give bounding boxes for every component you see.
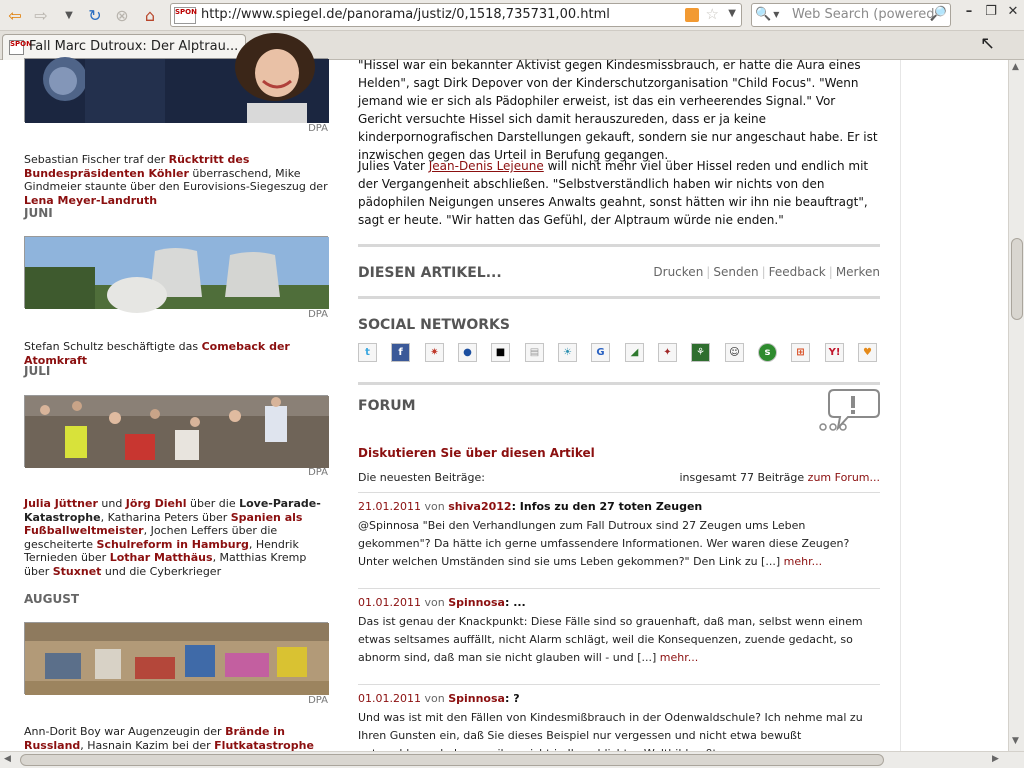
month-heading-august: AUGUST (24, 592, 80, 606)
post-body (358, 613, 880, 667)
forum-heading: FORUM (358, 398, 416, 414)
section-divider (358, 244, 880, 247)
favicon-label: SPON (10, 40, 32, 48)
search-engine-selector[interactable]: 🔍 ▼ (755, 7, 780, 22)
caption-text: über die (186, 497, 240, 510)
social-networks-heading: SOCIAL NETWORKS (358, 317, 510, 333)
link-love-parade[interactable]: Love-Parade-Katastrophe (24, 497, 321, 524)
close-icon[interactable]: ✕ (1007, 4, 1019, 19)
post-by: von (420, 596, 449, 609)
bookmark-link[interactable]: Merken (835, 265, 880, 279)
post-author-link[interactable]: Spinnosa (448, 692, 505, 705)
caption-text: Ann-Dorit Boy war Augenzeugin der (24, 725, 226, 738)
post-date: 01.01.2011 (358, 692, 421, 705)
post-meta (358, 500, 880, 513)
caption-text: überraschend, Mike Gindmeier staunte über den Eurovisions-Siegeszug der (24, 166, 328, 193)
post-divider (358, 588, 880, 589)
linkarena-icon[interactable]: ◢ (625, 343, 644, 362)
newest-posts-label: Die neuesten Beiträge: (358, 471, 485, 484)
photo-nuclear-plant[interactable] (24, 236, 328, 308)
post-date: 01.01.2011 (358, 596, 421, 609)
paragraph-text: will nicht mehr viel über Hissel reden und endlich mit der Vergangenheit abschließen. "Selbstverständlich haben wir nichts von den pädophilen Neigungen unseres Anwalts geahnt, sonst hätten wir ihn nie beauftragt", sagt er heute. "Wir hatten das Gefühl, der Alptraum würde nie enden." (358, 159, 869, 227)
mister-wong-icon[interactable]: ✦ (658, 343, 677, 362)
post-meta (358, 596, 880, 609)
tab-title: Fall Marc Dutroux: Der Alptrau... (29, 39, 239, 54)
caption-juli (24, 497, 328, 578)
back-icon[interactable]: ⇦ (8, 5, 22, 25)
tab-active[interactable] (2, 34, 246, 60)
stop-icon[interactable]: ⊗ (115, 5, 129, 25)
url-text[interactable]: http://www.spiegel.de/panorama/justiz/0,1518,735731,00.html (201, 7, 610, 22)
caption-juni (24, 340, 328, 367)
photo-credit: DPA (308, 309, 328, 320)
rss-feed-icon[interactable] (685, 8, 699, 22)
post-text: @Spinnosa "Bei den Verhandlungen zum Fall Dutroux sind 27 Zeugen ums Leben gekommen"? Da hätte ich gerne umfassendere Informationen. Wer waren diese Zeugen? Unter welchen Umständen sind sie ums Leben gekommen?" Den Link zu [...] (358, 519, 850, 568)
webnews-icon[interactable]: ☀ (558, 343, 577, 362)
vertical-scrollbar[interactable] (1008, 60, 1024, 751)
link-joerg-diehl[interactable]: Jörg Diehl (125, 497, 187, 510)
section-divider (358, 296, 880, 299)
delicious-icon[interactable]: ■ (491, 343, 510, 362)
forward-icon[interactable]: ⇨ (34, 5, 48, 25)
link-lothar-matthaeus[interactable]: Lothar Matthäus (109, 551, 213, 564)
column-border (900, 60, 901, 751)
engine-dropdown-icon[interactable]: ▼ (773, 10, 780, 19)
post-subject: : ... (504, 596, 526, 609)
link-julia-juettner[interactable]: Julia Jüttner (24, 497, 98, 510)
tab-favicon (9, 40, 32, 55)
caption-text: Stefan Schultz beschäftigte das (24, 340, 202, 353)
google-icon[interactable]: G (591, 343, 610, 362)
link-braende-russland[interactable]: Brände in Russland (24, 725, 285, 752)
link-koehler-resignation[interactable]: Rücktritt des Bundespräsidenten Köhler (24, 153, 250, 180)
post-author-link[interactable]: shiva2012 (448, 500, 512, 513)
post-body (358, 517, 880, 571)
scroll-right-icon[interactable]: ▶ (992, 754, 999, 764)
divider: | (706, 265, 711, 279)
navigation-toolbar (0, 0, 1024, 31)
facebook-icon[interactable]: f (391, 343, 410, 362)
article-paragraph (358, 157, 880, 229)
post-subject: : Infos zu den 27 toten Zeugen (511, 500, 703, 513)
photo-credit: DPA (308, 467, 328, 478)
forum-post (358, 596, 880, 667)
photo-pakistan-flood[interactable] (24, 622, 328, 694)
month-heading-juni: JUNI (24, 206, 53, 220)
home-icon[interactable]: ⌂ (144, 5, 156, 25)
photo-lena[interactable] (24, 58, 328, 122)
post-author-link[interactable]: Spinnosa (448, 596, 505, 609)
link-lena[interactable]: Lena Meyer-Landruth (24, 193, 158, 207)
search-go-icon[interactable]: 🔎 (929, 6, 947, 22)
myspace-icon[interactable]: ● (458, 343, 477, 362)
studivz-icon[interactable]: ⚘ (691, 343, 710, 362)
scroll-up-icon[interactable]: ▲ (1012, 62, 1019, 72)
site-identity-icon[interactable] (174, 7, 196, 24)
to-forum-link[interactable]: zum Forum... (807, 471, 880, 484)
caption-text: Sebastian Fischer traf der (24, 153, 169, 166)
link-stuxnet[interactable]: Stuxnet (52, 564, 102, 578)
divider: | (828, 265, 833, 279)
photo-love-parade[interactable] (24, 395, 328, 467)
post-divider (358, 492, 880, 493)
digg-icon[interactable]: ▤ (525, 343, 544, 362)
forum-post (358, 500, 880, 571)
vertical-scroll-thumb[interactable] (1011, 238, 1023, 320)
month-heading-juli: JULI (24, 364, 51, 378)
reload-icon[interactable]: ↻ (88, 5, 102, 25)
post-meta (358, 692, 880, 705)
windows-live-icon[interactable]: ⊞ (791, 343, 810, 362)
search-input[interactable]: Web Search (powered (792, 7, 935, 22)
caption-text: , Hasnain Kazim bei der (80, 738, 215, 752)
minimize-icon[interactable]: – (965, 4, 973, 19)
more-link[interactable]: mehr... (659, 651, 699, 664)
link-jean-denis-lejeune[interactable]: Jean-Denis Lejeune (428, 159, 544, 173)
divider: | (761, 265, 766, 279)
total-posts-count: insgesamt 77 Beiträge (679, 471, 808, 484)
caption-text: , Jochen Leffers über die gescheiterte (24, 524, 278, 551)
url-dropdown-icon[interactable]: ▼ (728, 8, 736, 19)
page-viewport (0, 60, 1008, 751)
search-bar[interactable] (751, 3, 951, 27)
article-tools (653, 265, 880, 279)
post-text: Das ist genau der Knackpunkt: Diese Fälle sind so grauenhaft, daß man, selbst wenn einem etwas seltsames auffällt, nicht Alarm schlägt, weil die Konsequenzen, zuende gedacht, so abnorm sind, daß man sie nicht glauben will - und [...] (358, 615, 863, 664)
caption-text: , Katharina Peters über (100, 510, 231, 524)
social-icons-row (358, 343, 880, 365)
twitter-icon[interactable]: t (358, 343, 377, 362)
address-bar[interactable] (170, 3, 742, 27)
horizontal-scrollbar[interactable] (0, 751, 1024, 768)
photo-credit: DPA (308, 123, 328, 134)
post-text: Und was ist mit den Fällen von Kindesmißbrauch in der Odenwaldschule? Ich nehme mal zu Ihren Gunsten ein, daß Sie dieses Beispiel nur vergessen und nicht etwa bewußt (358, 711, 863, 742)
link-schulreform[interactable]: Schulreform in Hamburg (96, 537, 249, 551)
total-posts (679, 471, 880, 484)
caption-text: und die Cyberkrieger (101, 564, 222, 578)
more-link[interactable]: mehr... (783, 555, 823, 568)
post-divider (358, 684, 880, 685)
article-paragraph: "Hissel war ein bekannter Aktivist gegen Kindesmissbrauch, er hatte die Aura eines Helden", sagt Dirk Depover von der Kinderschutzorganisation "Child Focus". "Wenn jemand wie er sich als Pädophiler erweist, ist das ein verheerendes Signal." Vor Gericht versuchte Hissel sich damit herauszureden, dass er ja keine kinderpornografischen Darstellungen gekauft, sondern sie nur angeschaut habe. Er ist inzwischen gegen das Urteil in Berufung gegangen. (358, 58, 878, 162)
bookmark-star-icon[interactable]: ☆ (705, 5, 719, 23)
post-subject: : ? (504, 692, 520, 705)
photo-credit: DPA (308, 695, 328, 706)
section-divider (358, 382, 880, 385)
scroll-left-icon[interactable]: ◀ (4, 754, 11, 764)
yahoo-icon[interactable]: Y! (825, 343, 844, 362)
caption-text: , Hendrik Ternieden über (24, 537, 299, 564)
article-tools-heading: DIESEN ARTIKEL... (358, 265, 502, 281)
paragraph-text: Julies Vater (358, 159, 429, 173)
maximize-icon[interactable]: ❐ (985, 4, 997, 19)
caption-text: , Matthias Kremp über (24, 551, 307, 578)
post-by: von (420, 692, 449, 705)
link-spanien[interactable]: Spanien als Fußballweltmeister (24, 510, 303, 537)
send-link[interactable]: Senden (713, 265, 759, 279)
print-link[interactable]: Drucken (653, 265, 704, 279)
link-atomkraft[interactable]: Comeback der Atomkraft (24, 340, 290, 367)
feedback-link[interactable]: Feedback (768, 265, 826, 279)
discuss-article-link[interactable]: Diskutieren Sie über diesen Artikel (358, 446, 595, 460)
mouse-cursor-icon: ↖ (980, 33, 996, 54)
forum-speech-bubble-icon (818, 388, 880, 434)
wikio-icon[interactable]: ♥ (858, 343, 877, 362)
horizontal-scroll-thumb[interactable] (20, 754, 884, 766)
reddit-icon[interactable]: ☺ (725, 343, 744, 362)
link-flut-pakistan[interactable]: Flutkatastrophe (214, 738, 314, 752)
stumbleupon-icon[interactable]: s (758, 343, 777, 362)
history-dropdown-icon[interactable]: ▼ (65, 9, 73, 21)
post-by: von (420, 500, 449, 513)
post-date: 21.01.2011 (358, 500, 421, 513)
caption-text: und (97, 497, 126, 510)
scroll-down-icon[interactable]: ▼ (1012, 736, 1019, 746)
site-icon-label: SPON (175, 8, 197, 16)
caption-mai (24, 153, 328, 207)
yigg-icon[interactable]: ✷ (425, 343, 444, 362)
